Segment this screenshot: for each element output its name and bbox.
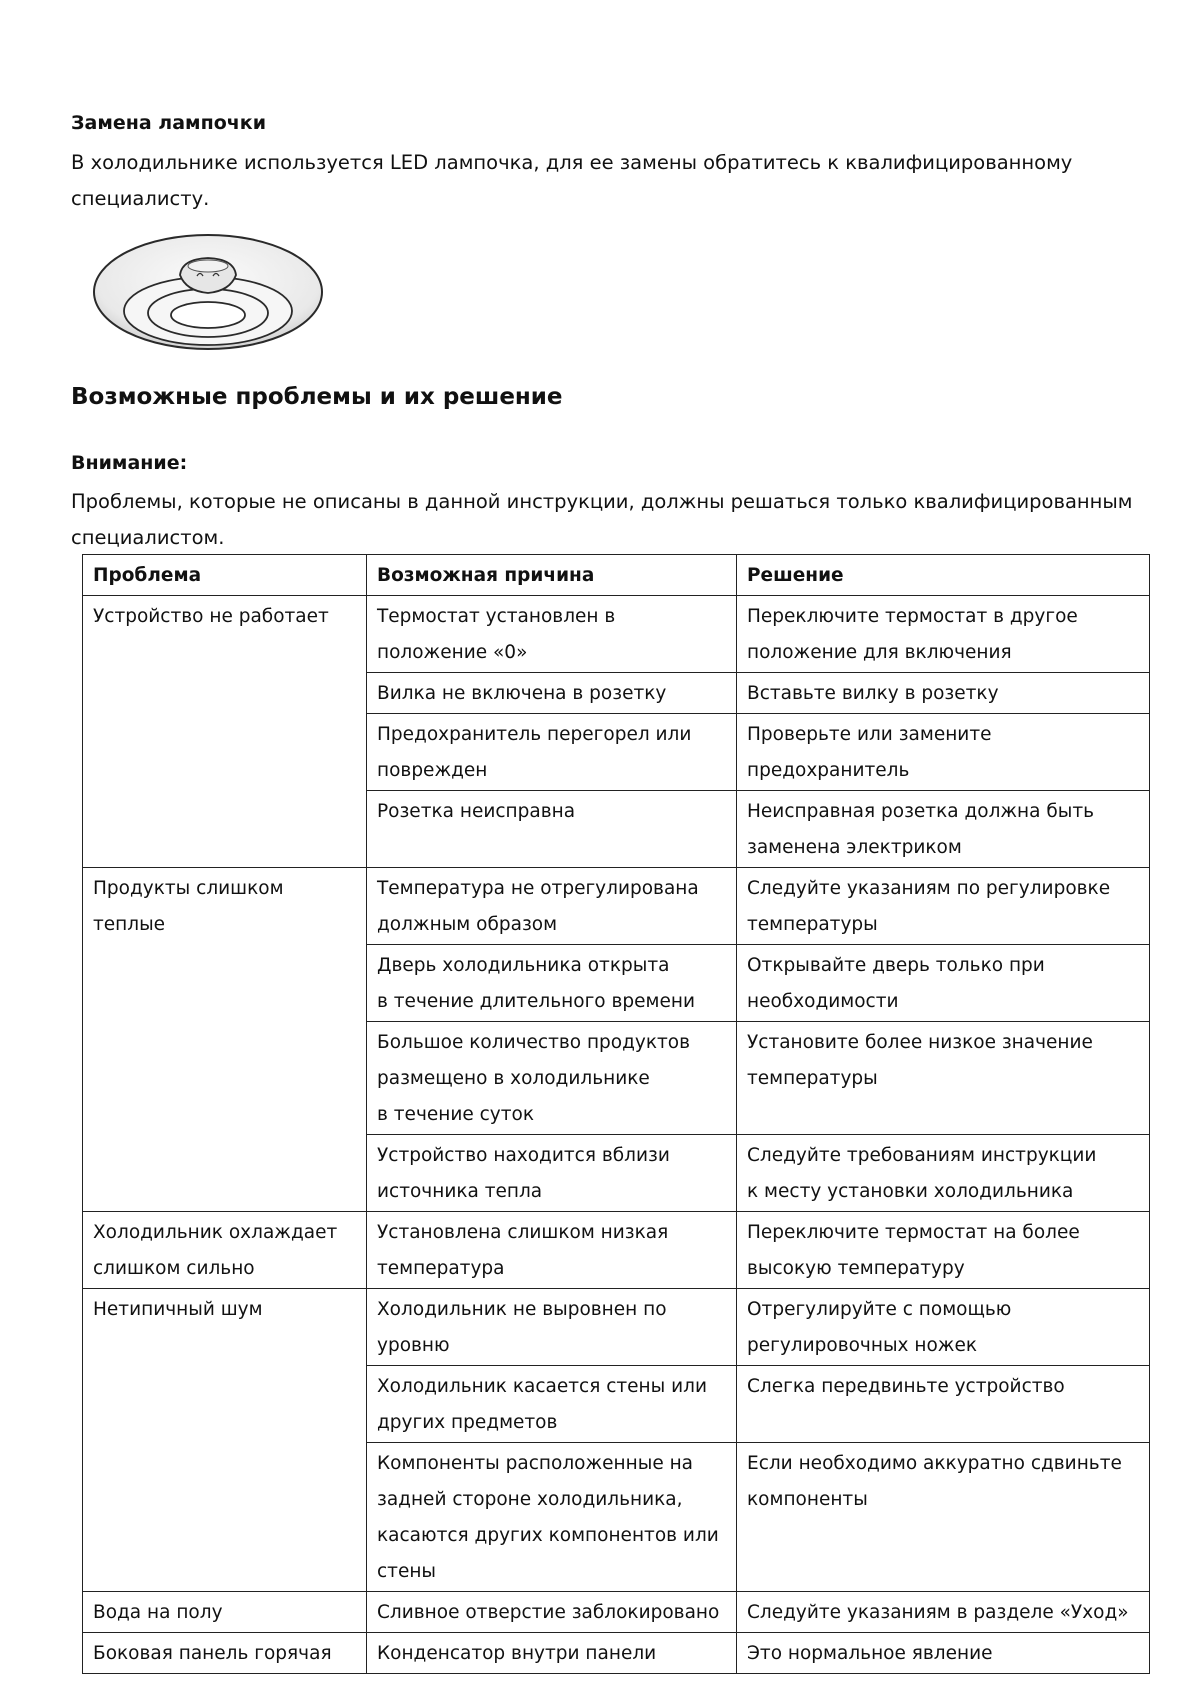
cause-cell: Вилка не включена в розетку <box>367 673 737 714</box>
solution-cell: Следуйте требованиям инструкции к месту установки холодильника <box>737 1135 1150 1212</box>
table-row <box>83 1212 1150 1289</box>
cause-cell: Розетка неисправна <box>367 791 737 868</box>
table-header-row <box>83 555 1150 596</box>
cause-cell: Холодильник касается стены или других предметов <box>367 1366 737 1443</box>
cause-cell: Температура не отрегулирована должным образом <box>367 868 737 945</box>
solution-cell: Проверьте или замените предохранитель <box>737 714 1150 791</box>
problem-cell: Холодильник охлаждает слишком сильно <box>83 1212 367 1289</box>
cause-cell: Конденсатор внутри панели <box>367 1633 737 1674</box>
solution-cell: Переключите термостат в другое положение для включения <box>737 596 1150 673</box>
led-lamp-ceiling-illustration <box>92 233 324 351</box>
solution-cell: Вставьте вилку в розетку <box>737 673 1150 714</box>
troubleshooting-title: Возможные проблемы и их решение <box>71 384 563 410</box>
solution-cell: Следуйте указаниям в разделе «Уход» <box>737 1592 1150 1633</box>
table-row <box>83 868 1150 945</box>
lamp-section-title: Замена лампочки <box>71 112 267 134</box>
cause-cell: Холодильник не выровнен по уровню <box>367 1289 737 1366</box>
problem-cell: Продукты слишком теплые <box>83 868 367 1212</box>
header-cause: Возможная причина <box>367 555 737 596</box>
solution-cell: Следуйте указаниям по регулировке температуры <box>737 868 1150 945</box>
warning-label: Внимание: <box>71 452 188 474</box>
solution-cell: Это нормальное явление <box>737 1633 1150 1674</box>
table-row <box>83 596 1150 673</box>
cause-cell: Компоненты расположенные на задней стороне холодильника, касаются других компонентов или стены <box>367 1443 737 1592</box>
solution-cell: Отрегулируйте с помощью регулировочных ножек <box>737 1289 1150 1366</box>
solution-cell: Слегка передвиньте устройство <box>737 1366 1150 1443</box>
solution-cell: Установите более низкое значение температуры <box>737 1022 1150 1135</box>
solution-cell: Если необходимо аккуратно сдвиньте компоненты <box>737 1443 1150 1592</box>
header-problem: Проблема <box>83 555 367 596</box>
solution-cell: Открывайте дверь только при необходимости <box>737 945 1150 1022</box>
header-solution: Решение <box>737 555 1150 596</box>
table-row <box>83 1592 1150 1633</box>
cause-cell: Сливное отверстие заблокировано <box>367 1592 737 1633</box>
cause-cell: Предохранитель перегорел или поврежден <box>367 714 737 791</box>
cause-cell: Установлена слишком низкая температура <box>367 1212 737 1289</box>
cause-cell: Большое количество продуктов размещено в холодильнике в течение суток <box>367 1022 737 1135</box>
solution-cell: Неисправная розетка должна быть заменена электриком <box>737 791 1150 868</box>
table-row <box>83 1633 1150 1674</box>
problem-cell: Нетипичный шум <box>83 1289 367 1592</box>
solution-cell: Переключите термостат на более высокую температуру <box>737 1212 1150 1289</box>
troubleshooting-table <box>82 554 1150 1674</box>
cause-cell: Устройство находится вблизи источника тепла <box>367 1135 737 1212</box>
cause-cell: Дверь холодильника открыта в течение длительного времени <box>367 945 737 1022</box>
problem-cell: Боковая панель горячая <box>83 1633 367 1674</box>
warning-text: Проблемы, которые не описаны в данной инструкции, должны решаться только квалифицированным специалистом. <box>71 490 1133 549</box>
table-row <box>83 1289 1150 1366</box>
lamp-section-text: В холодильнике используется LED лампочка, для ее замены обратитесь к квалифицированному специалисту. <box>71 151 1073 210</box>
problem-cell: Вода на полу <box>83 1592 367 1633</box>
cause-cell: Термостат установлен в положение «0» <box>367 596 737 673</box>
problem-cell: Устройство не работает <box>83 596 367 868</box>
